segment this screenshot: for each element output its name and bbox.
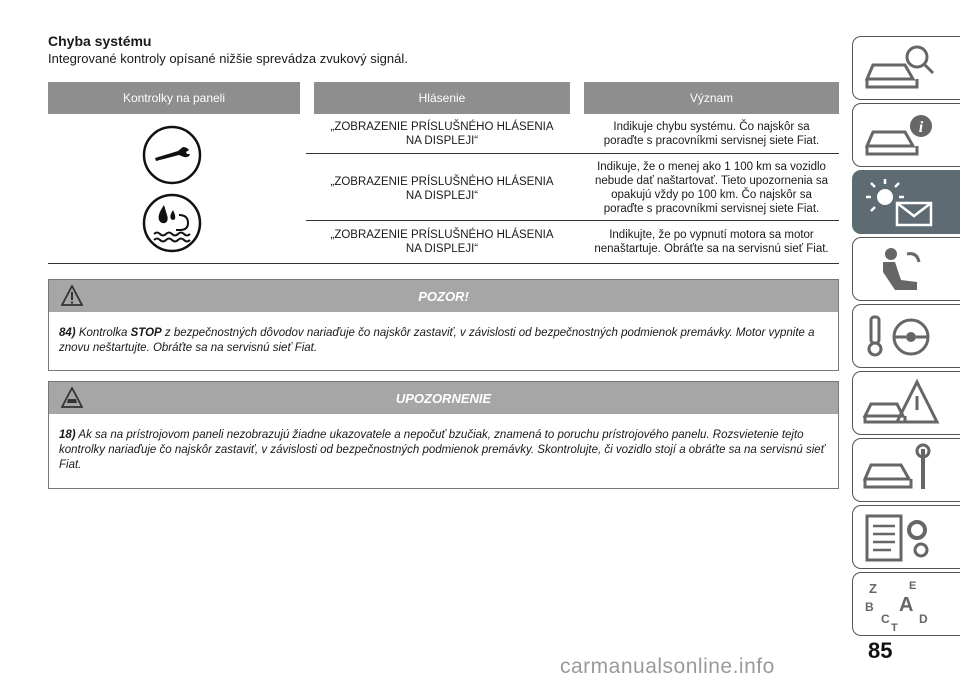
text-line: nenaštartuje. Obráťte sa na servisnú sieť Fiat. bbox=[594, 243, 829, 255]
row-divider bbox=[306, 220, 839, 221]
table-cell-meaning bbox=[584, 228, 839, 256]
car-warning-triangle-icon bbox=[861, 376, 941, 432]
technical-data-icon bbox=[861, 510, 941, 566]
warning-pre: Kontrolka bbox=[78, 327, 131, 339]
text-line: Indikuje, že o menej ako 1 100 km sa vozidlo bbox=[597, 161, 826, 173]
notice-box bbox=[48, 381, 839, 489]
svg-text:T: T bbox=[891, 622, 898, 633]
warning-text bbox=[49, 312, 838, 356]
wrench-warning-icon bbox=[142, 125, 202, 185]
chapter-tab-safety[interactable] bbox=[852, 237, 960, 301]
seat-airbag-icon bbox=[861, 242, 941, 298]
svg-text:Z: Z bbox=[869, 581, 877, 596]
chapter-tab-technical-data[interactable] bbox=[852, 505, 960, 569]
table-cell-message bbox=[314, 228, 570, 256]
text-line: NA DISPLEJI“ bbox=[405, 190, 479, 202]
warning-ref: 84) bbox=[59, 327, 76, 339]
notice-title: UPOZORNENIE bbox=[395, 390, 492, 406]
watermark: carmanualsonline.info bbox=[560, 655, 775, 678]
text-line: NA DISPLEJI“ bbox=[405, 243, 479, 255]
notice-band bbox=[49, 382, 838, 414]
car-notice-icon bbox=[61, 387, 83, 409]
table-cell-message bbox=[314, 120, 570, 148]
text-line: „ZOBRAZENIE PRÍSLUŠNÉHO HLÁSENIA bbox=[330, 121, 554, 133]
text-line: Indikujte, že po vypnutí motora sa motor bbox=[609, 229, 814, 241]
svg-text:D: D bbox=[919, 612, 928, 626]
water-in-fuel-icon bbox=[142, 193, 202, 253]
table-header-message: Hlásenie bbox=[314, 82, 570, 114]
warning-triangle-icon bbox=[61, 285, 83, 307]
svg-text:C: C bbox=[881, 612, 890, 626]
chapter-tab-emergency[interactable] bbox=[852, 371, 960, 435]
text-line: poraďte s pracovníkmi servisnej siete Fiat. bbox=[603, 203, 820, 215]
svg-text:E: E bbox=[909, 580, 917, 592]
svg-text:i: i bbox=[918, 119, 924, 136]
page-number: 85 bbox=[868, 638, 893, 663]
text-line: opakujú vždy po 100 km. Čo najskôr sa bbox=[611, 189, 812, 201]
chapter-tab-vehicle-info[interactable] bbox=[852, 103, 960, 167]
table-cell-meaning bbox=[584, 160, 839, 216]
chapter-tab-maintenance[interactable] bbox=[852, 438, 960, 502]
chapter-tab-vehicle-overview[interactable] bbox=[852, 36, 960, 100]
chapter-tab-index[interactable] bbox=[852, 572, 960, 636]
row-divider bbox=[306, 153, 839, 154]
section-intro: Integrované kontroly opísané nižšie sprevádza zvukový signál. bbox=[48, 51, 408, 66]
warning-band bbox=[49, 280, 838, 312]
notice-ref: 18) bbox=[59, 429, 76, 441]
text-line: poraďte s pracovníkmi servisnej siete Fiat. bbox=[603, 135, 820, 147]
text-line: „ZOBRAZENIE PRÍSLUŠNÉHO HLÁSENIA bbox=[330, 229, 554, 241]
svg-text:B: B bbox=[865, 600, 874, 614]
table-header-warning-lights: Kontrolky na paneli bbox=[48, 82, 300, 114]
alphabetical-index-icon bbox=[861, 577, 941, 633]
warning-light-message-icon bbox=[861, 175, 941, 231]
text-line: „ZOBRAZENIE PRÍSLUŠNÉHO HLÁSENIA bbox=[330, 176, 554, 188]
svg-text:A: A bbox=[899, 594, 914, 616]
car-maintenance-icon bbox=[861, 443, 941, 499]
car-info-icon bbox=[861, 108, 941, 164]
warning-body: z bezpečnostných dôvodov nariaďuje čo najskôr zastaviť, v závislosti od bezpečnostných podmienok premávky. Motor vypnite a znovu neštartujte. Obráťte sa na servisnú sieť Fiat. bbox=[59, 327, 815, 354]
notice-body: Ak sa na prístrojovom paneli nezobrazujú žiadne ukazovatele a nepočuť bzučiak, znamená to poruchu prístrojového panelu. Rozsvietenie tejto kontrolky nariaďuje čo najskôr zastaviť, v závislosti od bezpečnostných podmienok premávky. Skontrolujte, či vozidlo stojí a obráťte sa na servisnú sieť Fiat. bbox=[59, 429, 825, 471]
table-header-meaning: Význam bbox=[584, 82, 839, 114]
notice-text bbox=[49, 414, 838, 473]
text-line: Indikuje chybu systému. Čo najskôr sa bbox=[613, 121, 810, 133]
warning-keyword: STOP bbox=[130, 327, 162, 339]
chapter-tab-starting-driving[interactable] bbox=[852, 304, 960, 368]
text-line: nebude dať naštartovať. Tieto upozornenia sa bbox=[594, 175, 829, 187]
chapter-tab-warning-lights[interactable] bbox=[852, 170, 960, 234]
table-cell-message bbox=[314, 175, 570, 203]
table-cell-meaning bbox=[584, 120, 839, 148]
table-bottom-rule bbox=[48, 263, 839, 264]
car-search-icon bbox=[861, 41, 941, 97]
key-steering-wheel-icon bbox=[861, 309, 941, 365]
warning-box bbox=[48, 279, 839, 371]
warning-title: POZOR! bbox=[418, 288, 469, 304]
section-title: Chyba systému bbox=[48, 33, 152, 49]
text-line: NA DISPLEJI“ bbox=[405, 135, 479, 147]
